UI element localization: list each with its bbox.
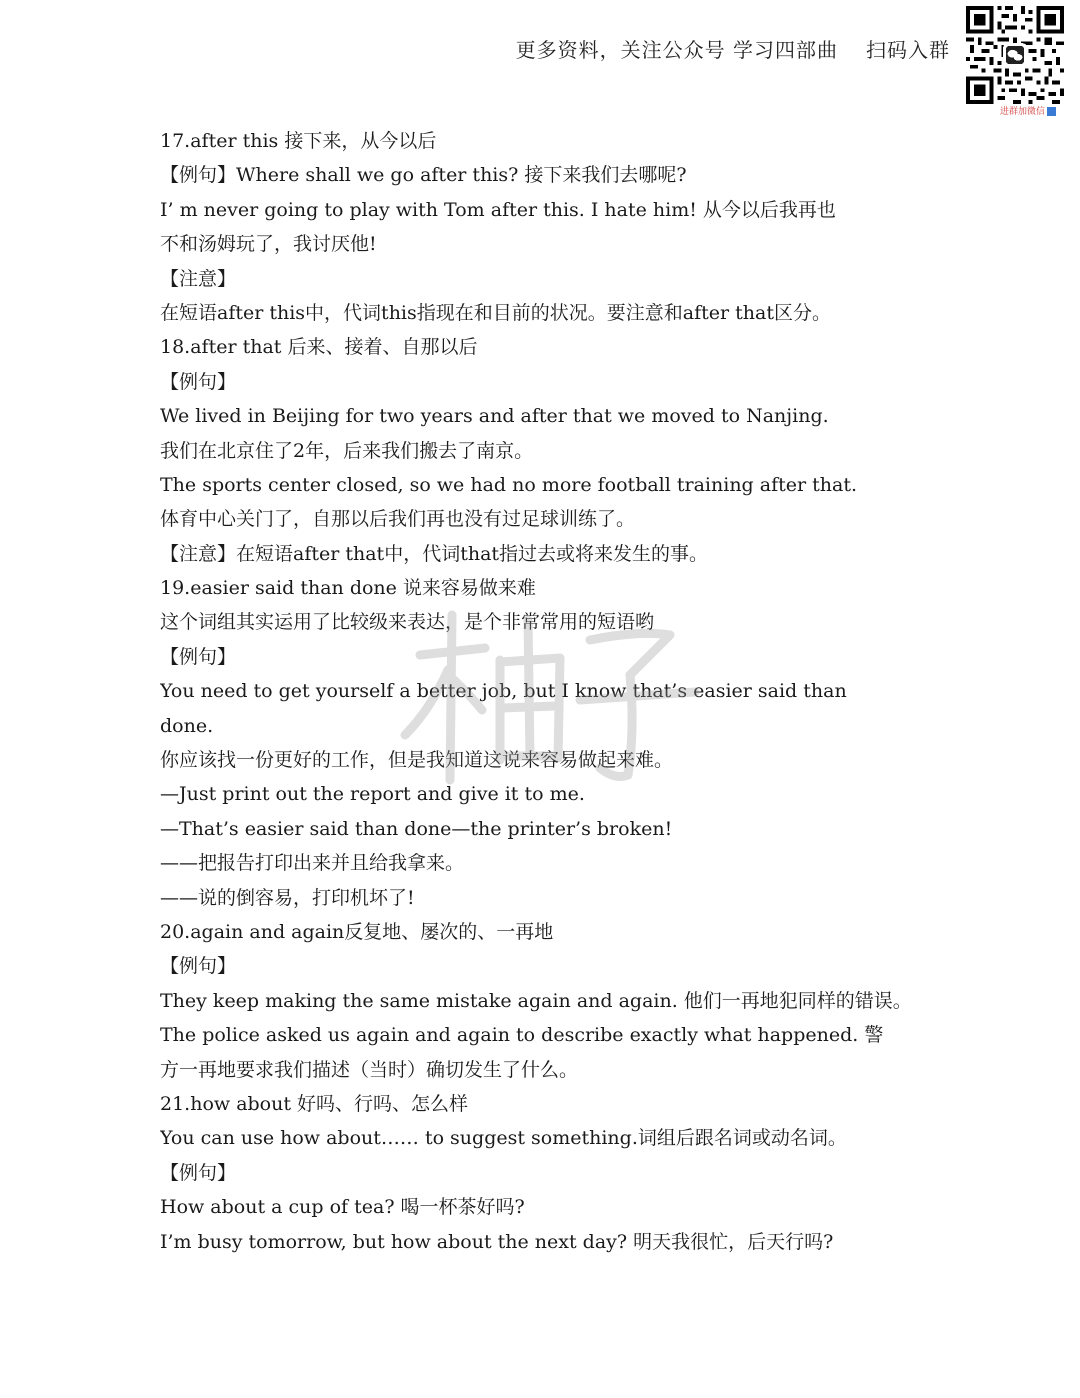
text-line: 在短语after this中，代词this指现在和目前的状况。要注意和after that区分。: [160, 301, 831, 324]
text-line: 17.after this 接下来，从今以后: [160, 130, 437, 152]
text-line: The sports center closed, so we had no more football training after that.: [160, 473, 857, 496]
header-scan-text: 扫码入群: [866, 38, 950, 62]
text-line: How about a cup of tea? 喝一杯茶好吗?: [160, 1196, 525, 1219]
text-line: We lived in Beijing for two years and after that we moved to Nanjing.: [160, 405, 829, 428]
page-header: [516, 34, 950, 63]
text-line: ——说的倒容易，打印机坏了!: [160, 886, 415, 909]
text-line: 你应该找一份更好的工作，但是我知道这说来容易做起来难。: [160, 749, 674, 772]
text-line: 【注意】: [160, 267, 237, 290]
text-line: 19.easier said than done 说来容易做来难: [160, 577, 536, 600]
text-line: 18.after that 后来、接着、自那以后: [160, 336, 478, 359]
text-line: I’m busy tomorrow, but how about the next day? 明天我很忙，后天行吗?: [160, 1230, 834, 1253]
text-line: You can use how about…… to suggest something.词组后跟名词或动名词。: [160, 1127, 847, 1150]
text-line: —That’s easier said than done—the printer’s broken!: [160, 817, 673, 840]
info-badge-icon: [1047, 107, 1056, 116]
text-line: I’ m never going to play with Tom after this. I hate him! 从今以后我再也: [160, 198, 836, 221]
header-promo-text: 更多资料，关注公众号 学习四部曲: [515, 38, 838, 62]
text-line: 21.how about 好吗、行吗、怎么样: [160, 1092, 469, 1115]
text-line: 【例句】: [160, 645, 237, 668]
text-line: 【例句】Where shall we go after this? 接下来我们去哪呢?: [160, 164, 687, 187]
text-line: 我们在北京住了2年，后来我们搬去了南京。: [160, 439, 534, 462]
text-line: 【例句】: [160, 1161, 237, 1184]
text-line: 方一再地要求我们描述（当时）确切发生了什么。: [160, 1058, 579, 1081]
text-line: You need to get yourself a better job, but I know that’s easier said than: [160, 680, 847, 703]
text-line: 20.again and again反复地、屡次的、一再地: [160, 920, 554, 943]
qr-code-icon: [966, 6, 1064, 104]
text-line: 【例句】: [160, 955, 237, 978]
text-line: 体育中心关门了，自那以后我们再也没有过足球训练了。: [160, 508, 636, 531]
text-line: 这个词组其实运用了比较级来表达，是个非常常用的短语哟: [160, 611, 655, 634]
text-line: 不和汤姆玩了，我讨厌他!: [160, 233, 377, 256]
text-line: 【例句】: [160, 370, 237, 393]
text-line: They keep making the same mistake again and again. 他们一再地犯同样的错误。: [160, 989, 912, 1012]
text-line: —Just print out the report and give it to me.: [160, 783, 585, 806]
text-line: 【注意】在短语after that中，代词that指过去或将来发生的事。: [160, 542, 709, 565]
document-body: [160, 124, 930, 1259]
text-line: The police asked us again and again to describe exactly what happened. 警: [160, 1024, 884, 1047]
text-line: done.: [160, 714, 214, 737]
text-line: ——把报告打印出来并且给我拿来。: [160, 852, 465, 875]
qr-caption: 进群加微信: [1000, 104, 1056, 117]
